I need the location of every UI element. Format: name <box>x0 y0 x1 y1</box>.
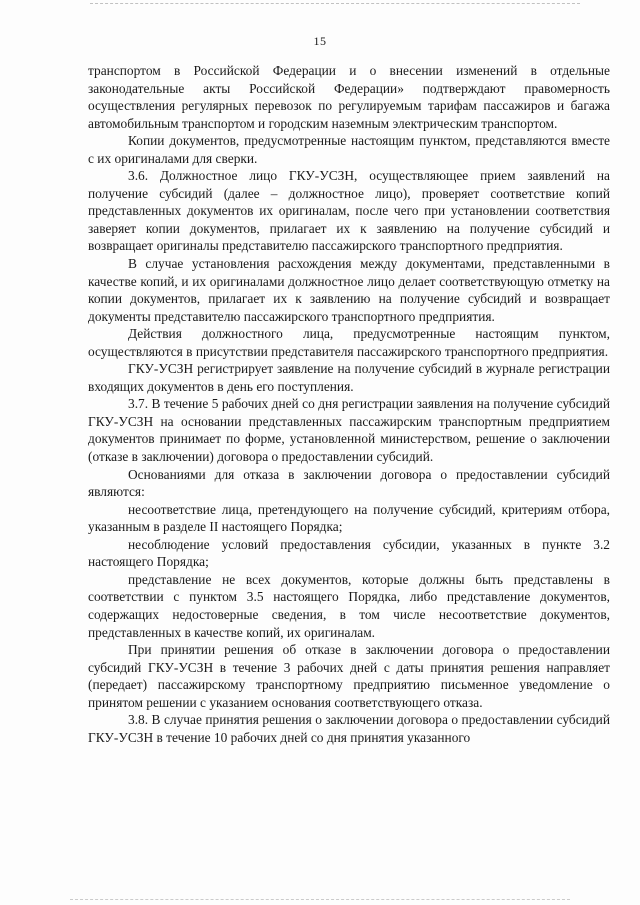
paragraph: ГКУ-УСЗН регистрирует заявление на получение субсидий в журнале регистрации входящих документов в день его поступления. <box>88 361 610 394</box>
paragraph: Действия должностного лица, предусмотренные настоящим пунктом, осуществляются в присутствии представителя пассажирского транспортного предприятия. <box>88 326 610 359</box>
paragraph: 3.7. В течение 5 рабочих дней со дня регистрации заявления на получение субсидий ГКУ-УСЗН на основании представленных пассажирским транспортным предприятием документов принимает по форме, установленной министерством, решение о заключении (отказе в заключении) договора о предоставлении субсидий. <box>88 396 610 465</box>
document-body <box>88 62 610 746</box>
paragraph: При принятии решения об отказе в заключении договора о предоставлении субсидий ГКУ-УСЗН в течение 3 рабочих дней с даты принятия решения направляет (передает) пассажирскому транспортному предприятию письменное уведомление о принятом решении с указанием основания соответствующего отказа. <box>88 642 610 710</box>
paragraph: Основаниями для отказа в заключении договора о предоставлении субсидий являются: <box>88 466 610 500</box>
scan-edge-bottom <box>70 899 570 901</box>
scan-edge-top <box>90 3 580 5</box>
paragraph: представление не всех документов, которые должны быть представлены в соответствии с пунктом 3.5 настоящего Порядка, либо представление документов, содержащих недостоверные сведения, в том числе несоответствие документов, представленных в качестве копий, их оригиналам. <box>88 571 610 640</box>
page-number: 15 <box>313 34 327 48</box>
paragraph: несоответствие лица, претендующего на получение субсидий, критериям отбора, указанным в разделе II настоящего Порядка; <box>88 501 610 535</box>
paragraph: несоблюдение условий предоставления субсидии, указанных в пункте 3.2 настоящего Порядка; <box>88 536 610 570</box>
paragraph: 3.6. Должностное лицо ГКУ-УСЗН, осуществляющее прием заявлений на получение субсидий (далее – должностное лицо), проверяет соответствие копий представленных документов их оригиналам, после чего при установлении соответствия заверяет копии документов, прилагает их к заявлению на получение субсидий и возвращает оригиналы представителю пассажирского транспортного предприятия. <box>88 168 610 254</box>
paragraph: В случае установления расхождения между документами, представленными в качестве копий, и их оригиналами должностное лицо делает соответствующую отметку на копии документов, прилагает их к заявлению на получение субсидий и возвращает документы представителю пассажирского транспортного предприятия. <box>88 256 610 324</box>
paragraph: Копии документов, предусмотренные настоящим пунктом, представляются вместе с их оригиналами для сверки. <box>88 133 610 166</box>
paragraph: 3.8. В случае принятия решения о заключении договора о предоставлении субсидий ГКУ-УСЗН в течение 10 рабочих дней со дня принятия указанного <box>88 712 610 745</box>
paragraph: транспортом в Российской Федерации и о внесении изменений в отдельные законодательные акты Российской Федерации» подтверждают правомерность осуществления регулярных перевозок по регулируемым тарифам пассажиров и багажа автомобильным транспортом и городским наземным электрическим транспортом. <box>88 63 610 131</box>
